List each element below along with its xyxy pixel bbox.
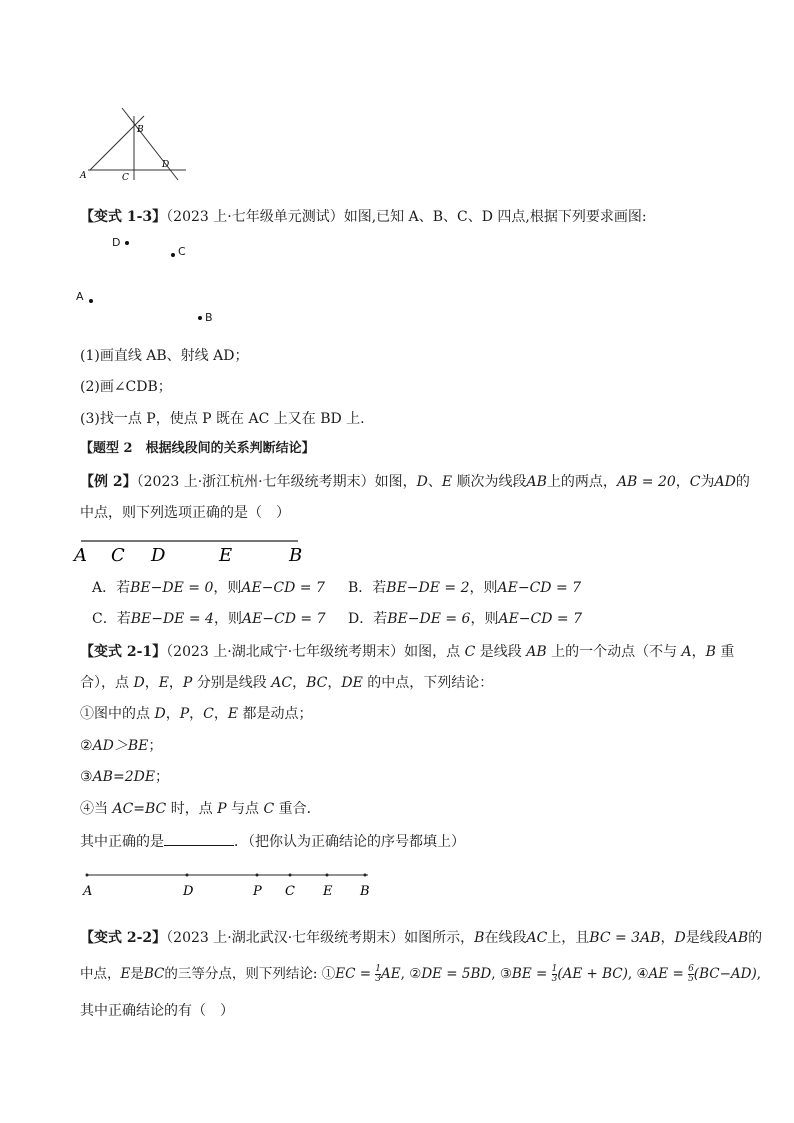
v21-l2k: ，	[327, 675, 342, 691]
opt-c-m2: AE−CD = 7	[241, 611, 326, 627]
segment-figure-adpceb	[78, 870, 378, 900]
v21-c4b: AC=BC	[112, 801, 167, 817]
v22-l1j: AB	[727, 930, 749, 946]
opt-d-mid: ，则	[470, 611, 499, 627]
answer-blank[interactable]	[164, 831, 234, 846]
v21-conclusion-2	[80, 736, 162, 756]
point-a-label: A	[76, 290, 84, 303]
v22-l1a: （2023 上·湖北武汉·七年级统考期末）如图所示，	[166, 930, 475, 946]
v21-line1	[80, 642, 734, 662]
v21-c4c: 时，点	[166, 801, 218, 817]
dot-d	[186, 874, 189, 877]
frac2-den: 3	[551, 974, 558, 984]
opt-a-pre: A．若	[92, 580, 131, 596]
fig1-label-a: A	[80, 171, 87, 181]
seg2-label-p: P	[253, 884, 262, 899]
v21-c3c: ；	[155, 769, 170, 785]
seg-label-c: C	[111, 545, 125, 566]
v22-l1h: D	[674, 930, 686, 946]
seg2-label-e: E	[323, 884, 333, 899]
v21-l1c: 是线段	[475, 644, 527, 660]
opt-d-m2: AE−CD = 7	[498, 611, 583, 627]
v22-l2b: E	[120, 966, 131, 982]
opt-d-pre: D．若	[348, 611, 388, 627]
v21-l2f: P	[182, 675, 193, 691]
v22-l1c: 在线段	[484, 930, 527, 946]
v21-conclusion-3	[80, 767, 169, 787]
line-b-to-d	[122, 108, 178, 180]
v21-c1a: ①图中的点	[80, 706, 155, 722]
v22-l2h: DE = 5BD	[421, 966, 492, 982]
segment-figure-acdeb	[72, 535, 312, 567]
v22-l2d: BC	[143, 966, 165, 982]
dot-c	[289, 874, 292, 877]
opt-a-mid: ，则	[213, 580, 242, 596]
point-a-dot	[89, 299, 93, 303]
opt-c-pre: C．若	[92, 611, 131, 627]
v21-conclusion-1	[80, 704, 313, 724]
frac2-num: 1	[551, 964, 558, 974]
v22-l2f: EC =	[335, 966, 376, 982]
seg2-label-b: B	[360, 884, 370, 899]
v21-tag: 【变式 2-1】	[80, 644, 167, 660]
figure-lines-abcd	[78, 104, 188, 184]
v22-line1	[80, 928, 762, 948]
v13-q3: (3)找一点 P，使点 P 既在 AC 上又在 BD 上.	[80, 411, 365, 427]
point-b-label: B	[205, 311, 213, 324]
dot-e	[326, 874, 329, 877]
v21-l1f: A	[681, 644, 692, 660]
point-d-label: D	[112, 236, 121, 249]
ex2-option-d[interactable]	[348, 609, 582, 629]
v13-q1: (1)画直线 AB、射线 AD；	[80, 348, 249, 364]
ex2-l1e: 顺次为线段	[452, 474, 527, 490]
v21-c2a: ②	[80, 738, 93, 754]
seg2-label-c: C	[285, 884, 295, 899]
v21-l2g: 分别是线段	[192, 675, 272, 691]
v21-c1c: ，	[165, 706, 180, 722]
v22-line2	[80, 964, 761, 984]
ex2-tag: 【例 2】	[80, 474, 137, 490]
opt-b-pre: B．若	[348, 580, 387, 596]
point-c-label: C	[178, 245, 186, 258]
v13-q2: (2)画∠CDB；	[80, 379, 172, 395]
v21-c1f: C	[203, 706, 214, 722]
v13-text: （2023 上·七年级单元测试）如图,已知 A、B、C、D 四点,根据下列要求画图:	[166, 209, 647, 225]
frac1-den: 3	[375, 974, 382, 984]
v22-l1f: BC = 3AB	[589, 930, 661, 946]
v22-l2k: , ④	[627, 966, 649, 982]
opt-b-m2: AE−CD = 7	[497, 580, 582, 596]
opt-b-mid: ，则	[469, 580, 498, 596]
ex2-option-a[interactable]	[92, 578, 325, 598]
ex2-l1h: AB = 20	[616, 474, 676, 490]
fig1-label-d: D	[162, 160, 170, 170]
ex2-line1	[80, 472, 750, 492]
v13-tag: 【变式 1-3】	[80, 209, 167, 225]
seg2-label-a: A	[83, 884, 93, 899]
v21-l1e: 上的一个动点（不与	[546, 644, 682, 660]
seg2-label-d: D	[183, 884, 194, 899]
v22-l1g: ，	[660, 930, 675, 946]
v22-l2e: 的三等分点，则下列结论: ①	[164, 966, 336, 982]
v21-c1e: ，	[189, 706, 204, 722]
v21-c3a: ③	[80, 769, 93, 785]
v13-heading	[80, 207, 647, 227]
v21-l2i: ，	[292, 675, 307, 691]
v21-l1b: C	[464, 644, 476, 660]
ex2-l1i: ，	[675, 474, 690, 490]
ex2-option-c[interactable]	[92, 609, 326, 629]
v21-line2	[80, 673, 493, 693]
v22-l2i: , ③	[491, 966, 512, 982]
v21-l1d: AB	[526, 644, 547, 660]
v21-l2a: 合），点	[80, 675, 134, 691]
v21-l2m: 的中点，下列结论：	[362, 675, 494, 691]
v21-c1h: E	[227, 706, 239, 722]
seg-label-a: A	[74, 545, 87, 566]
seg-label-b: B	[289, 545, 303, 566]
v21-c4e: 与点	[226, 801, 264, 817]
v21-conclusion-4	[80, 799, 321, 819]
ex2-l1j: C	[689, 474, 701, 490]
point-c-dot	[171, 253, 175, 257]
ex2-l1m: 的	[735, 474, 750, 490]
frac3-den: 5	[688, 974, 694, 984]
v22-line3: 其中正确结论的有（ ）	[80, 1003, 234, 1019]
v22-l2j2: (AE + BC)	[557, 966, 628, 982]
v21-ans-b: ．（把你认为正确结论的序号都填上）	[234, 834, 465, 850]
v21-c1d: P	[179, 706, 190, 722]
opt-b-m1: BE−DE = 2	[386, 580, 470, 596]
point-d-dot	[125, 241, 129, 245]
v22-l2g: , ②	[400, 966, 422, 982]
opt-c-m1: BE−DE = 4	[130, 611, 214, 627]
frac3-num: 6	[688, 964, 694, 974]
ex2-l1c: 、	[427, 474, 442, 490]
v22-l2a: 中点，	[80, 966, 121, 982]
ex2-l1k: 为	[700, 474, 715, 490]
v22-l2l2: (BC−AD)	[693, 966, 757, 982]
v21-ans-a: 其中正确的是	[80, 834, 164, 850]
ex2-line2: 中点，则下列选项正确的是（ ）	[80, 505, 290, 521]
opt-a-m1: BE−DE = 0	[130, 580, 214, 596]
ex2-l1d: E	[441, 474, 453, 490]
point-b-dot	[198, 316, 202, 320]
points-figure	[70, 232, 230, 332]
v21-c3b: AB=2DE	[92, 769, 156, 785]
v21-c4d: P	[217, 801, 227, 817]
v21-c4g: 重合．	[274, 801, 321, 817]
ex2-l1a: （2023 上·浙江杭州·七年级统考期末）如图，	[136, 474, 417, 490]
v21-c1b: D	[154, 706, 166, 722]
ex2-l1l: AD	[714, 474, 736, 490]
v21-c2b: AD＞BE	[92, 738, 149, 754]
dot-a	[86, 874, 89, 877]
v22-l1k: 的	[748, 930, 763, 946]
v22-l1i: 是线段	[685, 930, 728, 946]
opt-c-mid: ，则	[213, 611, 242, 627]
v22-l2l: AE =	[648, 966, 689, 982]
v21-l2h: AC	[271, 675, 293, 691]
fig1-label-c: C	[122, 173, 129, 183]
v21-l1a: （2023 上·湖北咸宁·七年级统考期末）如图，点	[166, 644, 465, 660]
frac1-num: 1	[375, 964, 382, 974]
ex2-option-b[interactable]	[348, 578, 581, 598]
v21-c1i: 都是动点；	[238, 706, 313, 722]
v22-l1d: AC	[526, 930, 548, 946]
v21-c4f: C	[263, 801, 275, 817]
v21-l1g: ，	[691, 644, 706, 660]
opt-d-m1: BE−DE = 6	[387, 611, 471, 627]
v22-l2c: 是	[130, 966, 144, 982]
dot-p	[256, 874, 259, 877]
ex2-l1g: 上的两点，	[546, 474, 617, 490]
v21-c2c: ；	[148, 738, 163, 754]
v22-l1e: 上，且	[547, 930, 590, 946]
opt-a-m2: AE−CD = 7	[241, 580, 325, 596]
v22-tag: 【变式 2-2】	[80, 930, 167, 946]
v21-c4a: ④当	[80, 801, 113, 817]
seg-label-e: E	[219, 545, 233, 566]
v21-l2c: ，	[144, 675, 159, 691]
seg-label-d: D	[151, 545, 166, 566]
dot-b	[364, 874, 367, 877]
v22-l2j: BE =	[511, 966, 552, 982]
v21-l2l: DE	[341, 675, 363, 691]
type2-title: 【题型 2 根据线段间的关系判断结论】	[80, 441, 315, 456]
v21-c1g: ，	[213, 706, 228, 722]
v21-l1h: B	[705, 644, 716, 660]
v21-l2e: ，	[168, 675, 183, 691]
line-a-to-b	[90, 116, 144, 170]
ex2-l1b: D	[416, 474, 428, 490]
ex2-l1f: AB	[526, 474, 547, 490]
v22-l2f2: AE	[381, 966, 401, 982]
fig1-label-b: B	[137, 125, 144, 135]
v21-answer	[80, 831, 465, 852]
v21-l1i: 重	[715, 644, 735, 660]
v22-l1b: B	[474, 930, 485, 946]
v22-l2m: ,	[756, 966, 762, 982]
v21-l2d: E	[158, 675, 169, 691]
v21-l2b: D	[133, 675, 145, 691]
v21-l2j: BC	[306, 675, 328, 691]
